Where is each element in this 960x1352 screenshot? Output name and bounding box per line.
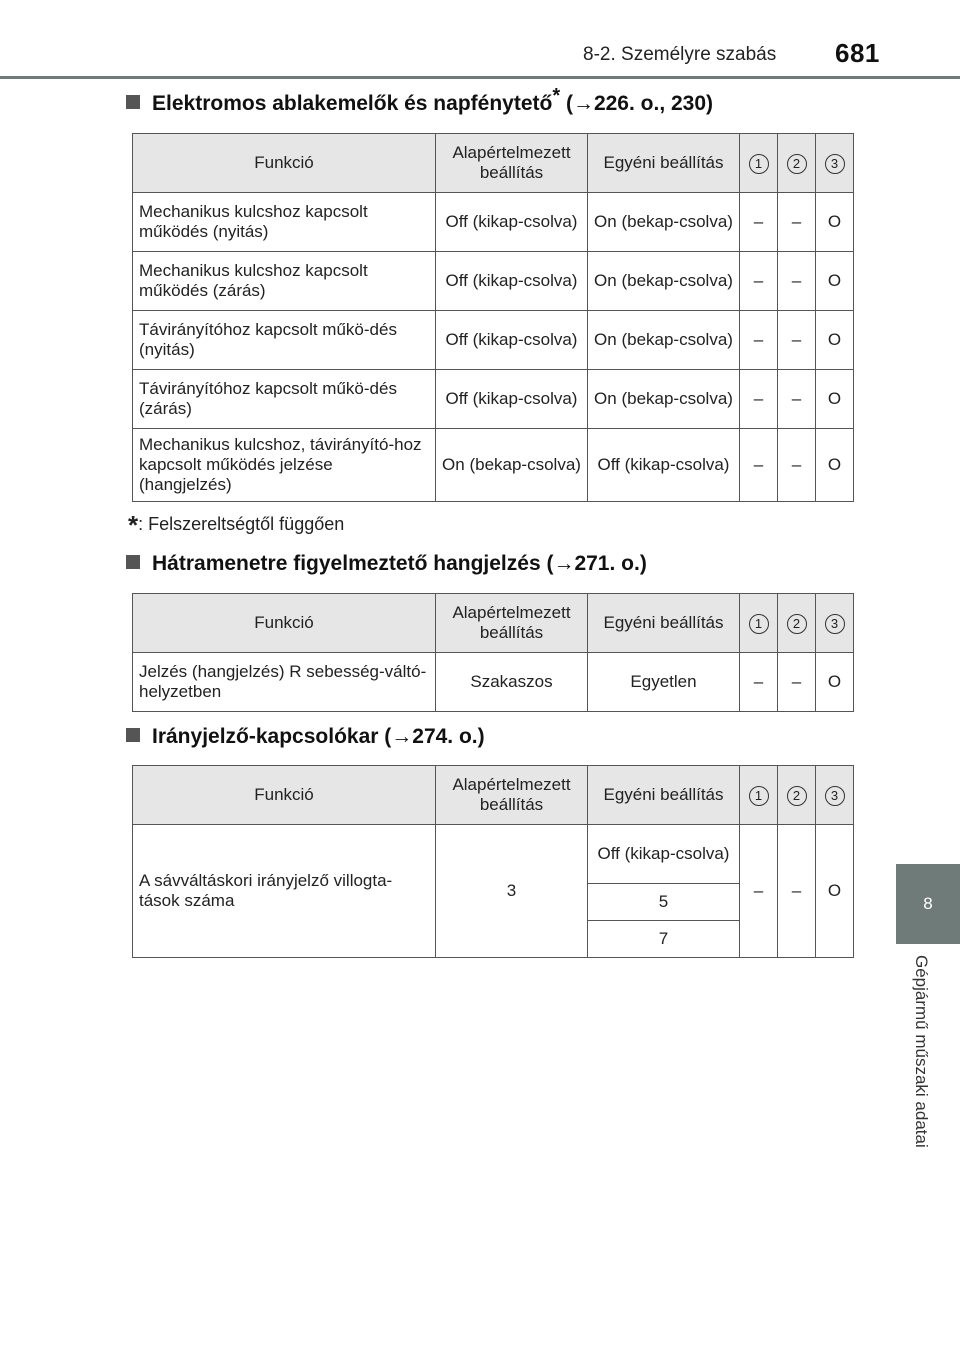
table-row xyxy=(133,653,854,712)
mark-cell: O xyxy=(816,370,854,429)
section-header-title: 8-2. Személyre szabás xyxy=(583,44,777,65)
circled-number-icon: 2 xyxy=(787,614,807,634)
col-function: Funkció xyxy=(133,134,436,193)
circled-number-icon: 1 xyxy=(749,786,769,806)
custom-option-cell: 7 xyxy=(588,921,740,958)
arrow-icon: → xyxy=(572,92,594,115)
circled-number-icon: 1 xyxy=(749,614,769,634)
arrow-icon: → xyxy=(553,552,575,575)
col-custom: Egyéni beállítás xyxy=(588,134,740,193)
mark-cell: O xyxy=(816,193,854,252)
default-cell: On (bekap-csolva) xyxy=(436,429,588,502)
page-reference: 271. o.) xyxy=(574,552,647,575)
square-bullet-icon xyxy=(126,555,140,569)
mark-cell: O xyxy=(816,429,854,502)
table-row xyxy=(133,370,854,429)
col-2 xyxy=(778,134,816,193)
mark-cell: – xyxy=(778,193,816,252)
arrow-icon: → xyxy=(391,725,413,748)
function-cell: Mechanikus kulcshoz kapcsolt működés (zárás) xyxy=(133,252,436,311)
mark-cell: – xyxy=(740,311,778,370)
table-row xyxy=(133,311,854,370)
footnote-text: : Felszereltségtől függően xyxy=(138,514,345,534)
mark-cell: – xyxy=(778,252,816,311)
mark-cell: O xyxy=(816,252,854,311)
mark-cell: – xyxy=(740,193,778,252)
settings-table-windows xyxy=(132,133,854,502)
mark-cell: – xyxy=(740,252,778,311)
mark-cell: – xyxy=(740,429,778,502)
circled-number-icon: 1 xyxy=(749,154,769,174)
circled-number-icon: 2 xyxy=(787,154,807,174)
col-3 xyxy=(816,134,854,193)
square-bullet-icon xyxy=(126,95,140,109)
section-heading-windows xyxy=(126,85,714,116)
page-reference: 226. o., 230) xyxy=(593,92,714,115)
default-cell: 3 xyxy=(436,825,588,958)
default-cell: Off (kikap-csolva) xyxy=(436,252,588,311)
mark-cell: – xyxy=(778,825,816,958)
default-cell: Off (kikap-csolva) xyxy=(436,370,588,429)
custom-option-cell: 5 xyxy=(588,884,740,921)
chapter-label: Gépjármű műszaki adatai xyxy=(912,955,931,1148)
circled-number-icon: 2 xyxy=(787,786,807,806)
section-title: Elektromos ablakemelők és napfénytető xyxy=(152,92,553,115)
mark-cell: – xyxy=(740,653,778,712)
default-cell: Off (kikap-csolva) xyxy=(436,311,588,370)
section-heading-reverse-buzzer xyxy=(126,552,647,576)
section-title: Hátramenetre figyelmeztető hangjelzés ( xyxy=(152,552,554,575)
table-row xyxy=(133,429,854,502)
function-cell: Távirányítóhoz kapcsolt műkö-dés (zárás) xyxy=(133,370,436,429)
col-custom: Egyéni beállítás xyxy=(588,766,740,825)
custom-cell: On (bekap-csolva) xyxy=(588,311,740,370)
header-rule xyxy=(0,76,960,79)
col-2 xyxy=(778,594,816,653)
custom-cell: Off (kikap-csolva) xyxy=(588,429,740,502)
function-cell: Jelzés (hangjelzés) R sebesség-váltó-helyzetben xyxy=(133,653,436,712)
table-header-row xyxy=(133,134,854,193)
mark-cell: O xyxy=(816,311,854,370)
col-function: Funkció xyxy=(133,594,436,653)
chapter-number: 8 xyxy=(923,894,933,913)
mark-cell: O xyxy=(816,653,854,712)
page-number: 681 xyxy=(835,38,880,68)
table-row xyxy=(133,252,854,311)
col-default: Alapértelmezett beállítás xyxy=(436,134,588,193)
asterisk-mark: * xyxy=(552,85,561,107)
custom-option-cell: Off (kikap-csolva) xyxy=(588,825,740,884)
section-heading-turn-signal xyxy=(126,725,485,749)
function-cell: Mechanikus kulcshoz kapcsolt működés (nyitás) xyxy=(133,193,436,252)
circled-number-icon: 3 xyxy=(825,614,845,634)
mark-cell: – xyxy=(778,653,816,712)
mark-cell: – xyxy=(778,429,816,502)
page-reference: 274. o.) xyxy=(412,725,485,748)
circled-number-icon: 3 xyxy=(825,154,845,174)
function-cell: Távirányítóhoz kapcsolt műkö-dés (nyitás) xyxy=(133,311,436,370)
custom-cell: Egyetlen xyxy=(588,653,740,712)
col-3 xyxy=(816,594,854,653)
default-cell: Off (kikap-csolva) xyxy=(436,193,588,252)
mark-cell: O xyxy=(816,825,854,958)
col-3 xyxy=(816,766,854,825)
col-1 xyxy=(740,594,778,653)
circled-number-icon: 3 xyxy=(825,786,845,806)
mark-cell: – xyxy=(778,370,816,429)
chapter-tab xyxy=(896,864,960,944)
table-header-row xyxy=(133,766,854,825)
mark-cell: – xyxy=(740,370,778,429)
col-default: Alapértelmezett beállítás xyxy=(436,766,588,825)
mark-cell: – xyxy=(778,311,816,370)
settings-table-reverse-buzzer xyxy=(132,593,854,712)
col-2 xyxy=(778,766,816,825)
table-row xyxy=(133,825,854,884)
table-row xyxy=(133,193,854,252)
custom-cell: On (bekap-csolva) xyxy=(588,370,740,429)
settings-table-turn-signal xyxy=(132,765,854,958)
col-1 xyxy=(740,134,778,193)
custom-cell: On (bekap-csolva) xyxy=(588,252,740,311)
section-title: Irányjelző-kapcsolókar ( xyxy=(152,725,392,748)
function-cell: A sávváltáskori irányjelző villogta-tások száma xyxy=(133,825,436,958)
square-bullet-icon xyxy=(126,728,140,742)
col-1 xyxy=(740,766,778,825)
default-cell: Szakaszos xyxy=(436,653,588,712)
ref-open: ( xyxy=(565,92,573,115)
footnote xyxy=(128,510,344,541)
asterisk-mark: * xyxy=(128,510,139,540)
table-header-row xyxy=(133,594,854,653)
col-custom: Egyéni beállítás xyxy=(588,594,740,653)
function-cell: Mechanikus kulcshoz, távirányító-hoz kapcsolt működés jelzése (hangjelzés) xyxy=(133,429,436,502)
col-function: Funkció xyxy=(133,766,436,825)
col-default: Alapértelmezett beállítás xyxy=(436,594,588,653)
custom-cell: On (bekap-csolva) xyxy=(588,193,740,252)
mark-cell: – xyxy=(740,825,778,958)
